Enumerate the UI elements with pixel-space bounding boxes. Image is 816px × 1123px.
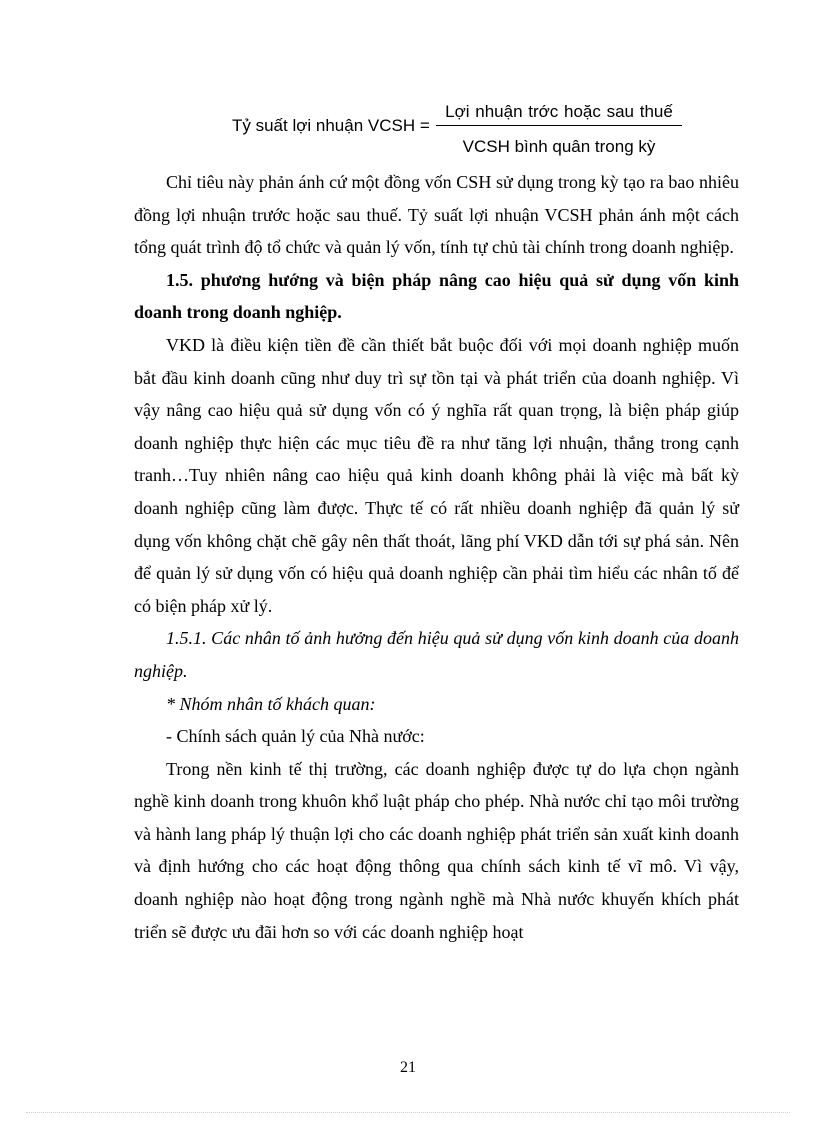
subheading-objective-factors: * Nhóm nhân tố khách quan: — [166, 693, 376, 714]
paragraph-market-economy: Trong nền kinh tế thị trường, các doanh nghiệp được tự do lựa chọn ngành nghề kinh doanh trong khuôn khổ luật pháp cho phép. Nhà nước chỉ tạo môi trường và hành lang pháp lý thuận lợi cho các doanh nghiệp phát triển sản xuất kinh doanh và định hướng cho các hoạt động thông qua chính sách kinh tế vĩ mô. Vì vậy, doanh nghiệp nào hoạt động trong ngành nghề mà Nhà nước khuyến khích phát triển sẽ được ưu đãi hơn so với các doanh nghiệp hoạt — [134, 758, 739, 942]
document-body — [134, 166, 739, 948]
section-heading-1-5-1: 1.5.1. Các nhân tố ảnh hưởng đến hiệu quả sử dụng vốn kinh doanh của doanh nghiệp. — [134, 628, 739, 681]
paragraph-vkd-importance: VKD là điều kiện tiền đề cần thiết bắt buộc đối với mọi doanh nghiệp muốn bắt đầu kinh doanh cũng như duy trì sự tồn tại và phát triển của doanh nghiệp. Vì vậy nâng cao hiệu quả sử dụng vốn có ý nghĩa rất quan trọng, là biện pháp giúp doanh nghiệp thực hiện các mục tiêu đề ra như tăng lợi nhuận, thắng trong cạnh tranh…Tuy nhiên nâng cao hiệu quả kinh doanh không phải là việc mà bất kỳ doanh nghiệp cũng làm được. Thực tế có rất nhiều doanh nghiệp đã quản lý sử dụng vốn không chặt chẽ gây nên thất thoát, lãng phí VKD dẫn tới sự phá sản. Nên để quản lý sử dụng vốn có hiệu quả doanh nghiệp cần phải tìm hiểu các nhân tố để có biện pháp xử lý. — [134, 334, 739, 616]
list-item-state-policy: - Chính sách quản lý của Nhà nước: — [166, 726, 425, 747]
section-heading-1-5: 1.5. phương hướng và biện pháp nâng cao hiệu quả sử dụng vốn kinh doanh trong doanh nghiệp. — [134, 269, 739, 323]
page-number: 21 — [400, 1059, 416, 1076]
paragraph-roe-explanation: Chỉ tiêu này phản ánh cứ một đồng vốn CSH sử dụng trong kỳ tạo ra bao nhiêu đồng lợi nhuận trước hoặc sau thuế. Tỷ suất lợi nhuận VCSH phản ánh một cách tổng quát trình độ tổ chức và quản lý vốn, tính tự chủ tài chính trong doanh nghiệp. — [134, 172, 739, 258]
fraction-bar — [436, 125, 682, 126]
formula-numerator: Lợi nhuận trớc hoặc sau thuế — [445, 102, 673, 121]
formula-left-side: Tỷ suất lợi nhuận VCSH = — [232, 116, 430, 135]
roe-formula — [0, 96, 816, 166]
formula-denominator: VCSH bình quân trong kỳ — [462, 137, 656, 156]
